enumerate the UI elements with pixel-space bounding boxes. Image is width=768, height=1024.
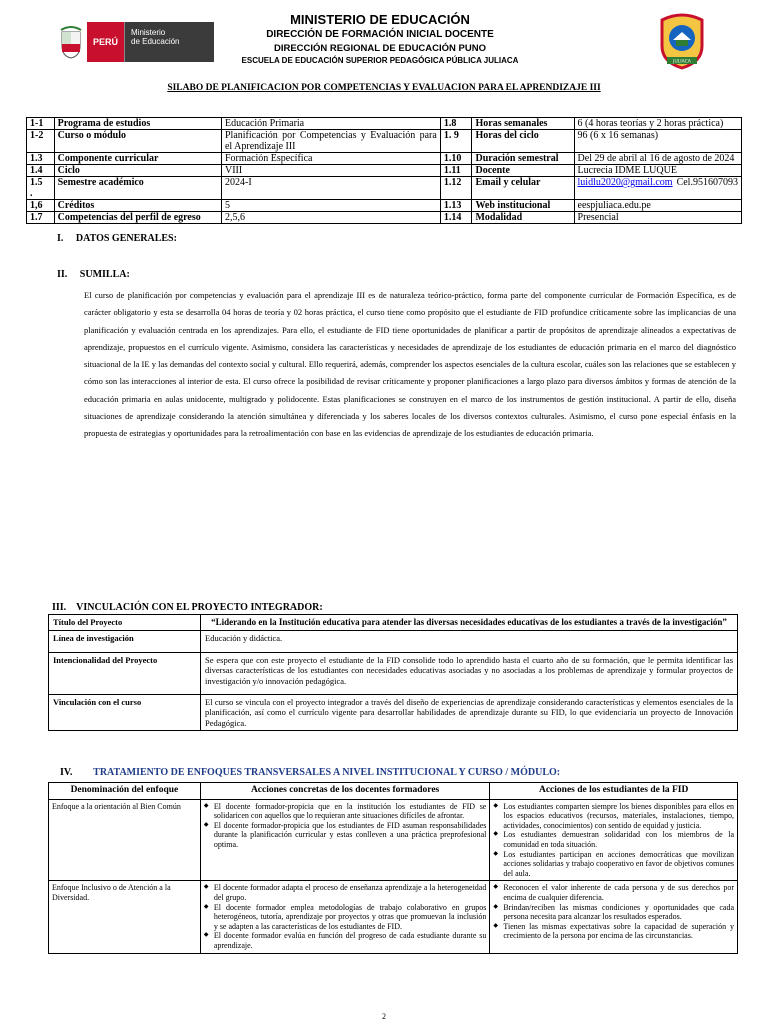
header-line-4: ESCUELA DE EDUCACIÓN SUPERIOR PEDAGÓGICA PÚBLICA JULIACA — [241, 56, 519, 65]
general-cell: 1.3 — [27, 153, 55, 165]
general-row — [27, 153, 742, 165]
header-line-1: MINISTERIO DE EDUCACIÓN — [290, 12, 470, 27]
minedu-logo — [58, 22, 214, 62]
enfoque-row — [49, 799, 738, 881]
general-cell: Lucrecia IDME LUQUE — [574, 165, 741, 177]
enfoques-header-2: Acciones concretas de los docentes formadores — [200, 783, 490, 800]
general-row — [27, 165, 742, 177]
general-row — [27, 177, 742, 200]
enfoque-estudiantes-cell — [490, 799, 738, 881]
proyecto-row — [49, 615, 738, 631]
general-row — [27, 200, 742, 212]
ministerio-label: Ministerio de Educación — [124, 22, 213, 62]
general-cell: Componente curricular — [54, 153, 221, 165]
list-item: ◆ Los estudiantes demuestran solidaridad con los miembros de la comunidad en toda situación. — [503, 830, 734, 849]
sumilla-text: El curso de planificación por competencias y evaluación para el aprendizaje III es de naturaleza teórico-práctico, forma parte del componente curricular de Formación Específica, es de carácter obligatorio y esta se desarrolla 04 horas de teoría y 02 horas práctica, el curso tiene como propósito que el estudiante de FID profundice críticamente sobre las implicancias de una planificación y evaluación centrada en los aprendizajes. Para ello, el estudiante de FID tiene oportunidades de planificar a partir de propósitos de aprendizaje alineados a expectativas de aprendizaje, propuestos en el currículo vigente. Asimismo, considera las características y necesidades de aprendizaje de los estudiantes de educación primaria en el marco del diagnóstico situacional de la IE y las demandas del contexto social y cultural. Ello requerirá, además, comprender los aspectos esenciales de la cultura escolar, cuáles son las relaciones que se establecen y cómo son las interacciones al interior de esta. El curso ofrece la posibilidad de revisar críticamente y proponer planificaciones a largo plazo para diversos ámbitos y formas de atención de la educación primaria en aulas unidocente, multigrado y polidocente. Estas planificaciones se construyen en el marco de los instrumentos de gestión institucional. A partir de ello, diseña situaciones de aprendizaje considerando la atención simultánea y diferenciada y los saberes locales de los diversos contextos culturales. Asimismo, el curso pone especial énfasis en la propuesta de estrategias y oportunidades para la retroalimentación con base en las evidencias de aprendizaje de los estudiantes de educación primaria. — [84, 290, 736, 439]
general-cell: Email y celular — [472, 177, 574, 200]
general-row — [27, 212, 742, 224]
general-cell: Semestre académico — [54, 177, 221, 200]
general-cell: 1.4 — [27, 165, 55, 177]
list-item: ◆ El docente formador-propicia que en la institución los estudiantes de FID se solidaricen con aquellos que lo requieran ante situaciones difíciles de afrontar. — [214, 802, 487, 821]
phone-text: Cel.951607093 — [676, 177, 738, 188]
general-cell: Horas semanales — [472, 118, 574, 130]
general-cell: Presencial — [574, 212, 741, 224]
general-cell: Docente — [472, 165, 574, 177]
enfoque-row — [49, 881, 738, 953]
proyecto-label: Vinculación con el curso — [49, 694, 201, 731]
general-cell: Programa de estudios — [54, 118, 221, 130]
proyecto-value: Se espera que con este proyecto el estudiante de la FID consolide todo lo aprendido hasta el cuarto año de su formación, que le permita identificar las diversas características de los estudiantes con necesidades educativas asociadas y no asociadas a los problemas de aprendizaje y formular proyectos de investigación y/o innovación pedagógica. — [201, 652, 738, 694]
general-cell: 1.8 — [440, 118, 472, 130]
list-item: ◆ El docente formador emplea metodologías de trabajo colaborativo en grupos heterogéneos, tutoría, aprendizaje por proyectos y otras que promuevan la inclusión y se adapten a las características de los estudiantes de FID. — [214, 903, 487, 932]
enfoque-docentes-list — [204, 802, 487, 850]
proyecto-value: El curso se vincula con el proyecto integrador a través del diseño de experiencias de aprendizaje considerando características y elementos esenciales de la planificación, así como el currículo vigente para desarrollar habilidades de aprendizaje durante su FID, lo que evidenciaría un proyecto de Innovación Pedagógica. — [201, 694, 738, 731]
general-cell: Horas del ciclo — [472, 130, 574, 153]
section-4-number: IV. — [60, 767, 73, 778]
general-cell: Planificación por Competencias y Evaluación para el Aprendizaje III — [221, 130, 440, 153]
enfoque-estudiantes-list — [493, 883, 734, 941]
general-cell: VIII — [221, 165, 440, 177]
enfoque-docentes-cell — [200, 881, 490, 953]
section-3-heading: III. VINCULACIÓN CON EL PROYECTO INTEGRADOR: — [52, 602, 323, 613]
general-cell: Modalidad — [472, 212, 574, 224]
list-item: ◆ Reconocen el valor inherente de cada persona y de sus derechos por encima de cualquier diferencia. — [503, 883, 734, 902]
school-emblem-icon — [657, 10, 707, 70]
general-cell: 2024-I — [221, 177, 440, 200]
proyecto-label: Línea de investigación — [49, 630, 201, 652]
general-cell: 2,5,6 — [221, 212, 440, 224]
general-cell: Curso o módulo — [54, 130, 221, 153]
section-4-title: TRATAMIENTO DE ENFOQUES TRANSVERSALES A NIVEL INSTITUCIONAL Y CURSO / MÓDULO: — [93, 767, 561, 778]
general-cell: Competencias del perfil de egreso — [54, 212, 221, 224]
proyecto-table — [48, 614, 738, 731]
general-cell: Del 29 de abril al 16 de agosto de 2024 — [574, 153, 741, 165]
enfoque-name: Enfoque Inclusivo o de Atención a la Diversidad. — [49, 881, 201, 953]
general-cell — [574, 177, 741, 200]
proyecto-row — [49, 630, 738, 652]
general-cell: Web institucional — [472, 200, 574, 212]
general-cell: 5 — [221, 200, 440, 212]
enfoque-estudiantes-list — [493, 802, 734, 879]
coat-of-arms-icon — [58, 22, 84, 62]
proyecto-row — [49, 652, 738, 694]
list-item: ◆ El docente formador evalúa en función del progreso de cada estudiante durante su aprendizaje. — [214, 931, 487, 950]
header-line-3: DIRECCIÓN REGIONAL DE EDUCACIÓN PUNO — [273, 43, 486, 54]
general-cell: 1.14 — [440, 212, 472, 224]
general-cell: 1.13 — [440, 200, 472, 212]
proyecto-value: “Liderando en la Institución educativa para atender las diversas necesidades educativas de los estudiantes a través de la investigación” — [201, 615, 738, 631]
list-item: ◆ El docente formador-propicia que los estudiantes de FID asuman responsabilidades durante la planificación curricular y estas conlleven a una práctica preprofesional optima. — [214, 821, 487, 850]
enfoques-header-3: Acciones de los estudiantes de la FID — [490, 783, 738, 800]
section-4-heading — [60, 767, 560, 778]
general-cell: eespjuliaca.edu.pe — [574, 200, 741, 212]
general-cell: 6 (4 horas teorías y 2 horas práctica) — [574, 118, 741, 130]
email-link[interactable]: luidlu2020@gmail.com — [577, 177, 673, 188]
proyecto-row — [49, 694, 738, 731]
proyecto-label: Título del Proyecto — [49, 615, 201, 631]
general-cell: 1-1 — [27, 118, 55, 130]
enfoques-table — [48, 782, 738, 954]
emblem-label: JULIACA — [673, 59, 691, 65]
proyecto-value: Educación y didáctica. — [201, 630, 738, 652]
general-cell: 1.7 — [27, 212, 55, 224]
enfoque-estudiantes-cell — [490, 881, 738, 953]
general-cell: Educación Primaria — [221, 118, 440, 130]
general-row — [27, 118, 742, 130]
enfoques-header-1: Denominación del enfoque — [49, 783, 201, 800]
general-cell: 1.12 — [440, 177, 472, 200]
list-item: ◆ Los estudiantes participan en acciones democráticas que movilizan acciones solidarias y trabajo cooperativo en favor de objetivos comunes del aula. — [503, 850, 734, 879]
page-header — [0, 0, 768, 75]
peru-label: PERÚ — [87, 22, 124, 62]
list-item: ◆ Tienen las mismas expectativas sobre la capacidad de superación y crecimiento de la persona por encima de las circunstancias. — [503, 922, 734, 941]
general-cell: 1-2 — [27, 130, 55, 153]
section-1-heading: I. DATOS GENERALES: — [57, 233, 177, 244]
general-cell: Créditos — [54, 200, 221, 212]
page-number: 2 — [382, 1012, 386, 1021]
section-2-heading: II. SUMILLA: — [57, 269, 130, 280]
general-cell: 1.10 — [440, 153, 472, 165]
general-cell: Formación Específica — [221, 153, 440, 165]
general-row — [27, 130, 742, 153]
enfoque-name: Enfoque a la orientación al Bien Común — [49, 799, 201, 881]
header-titles — [220, 12, 540, 65]
list-item: ◆ Brindan/reciben las mismas condiciones y oportunidades que cada persona necesita para alcanzar los resultados esperados. — [503, 903, 734, 922]
general-cell: 1.11 — [440, 165, 472, 177]
general-data-table — [26, 117, 742, 224]
general-cell: Ciclo — [54, 165, 221, 177]
general-cell: 1.5 . — [27, 177, 55, 200]
list-item: ◆ Los estudiantes comparten siempre los bienes disponibles para ellos en los espacios educativos (recursos, materiales, instalaciones, tiempo, actividades, conocimientos) con sentido de equidad y justicia. — [503, 802, 734, 831]
general-cell: 1,6 — [27, 200, 55, 212]
list-item: ◆ El docente formador adapta el proceso de enseñanza aprendizaje a la heterogeneidad del grupo. — [214, 883, 487, 902]
proyecto-label: Intencionalidad del Proyecto — [49, 652, 201, 694]
enfoque-docentes-list — [204, 883, 487, 950]
header-line-2: DIRECCIÓN DE FORMACIÓN INICIAL DOCENTE — [266, 29, 494, 40]
document-title: SILABO DE PLANIFICACION POR COMPETENCIAS Y EVALUACION PARA EL APRENDIZAJE III — [167, 83, 601, 93]
general-cell: 1. 9 — [440, 130, 472, 153]
general-cell: 96 (6 x 16 semanas) — [574, 130, 741, 153]
general-cell: Duración semestral — [472, 153, 574, 165]
enfoque-docentes-cell — [200, 799, 490, 881]
